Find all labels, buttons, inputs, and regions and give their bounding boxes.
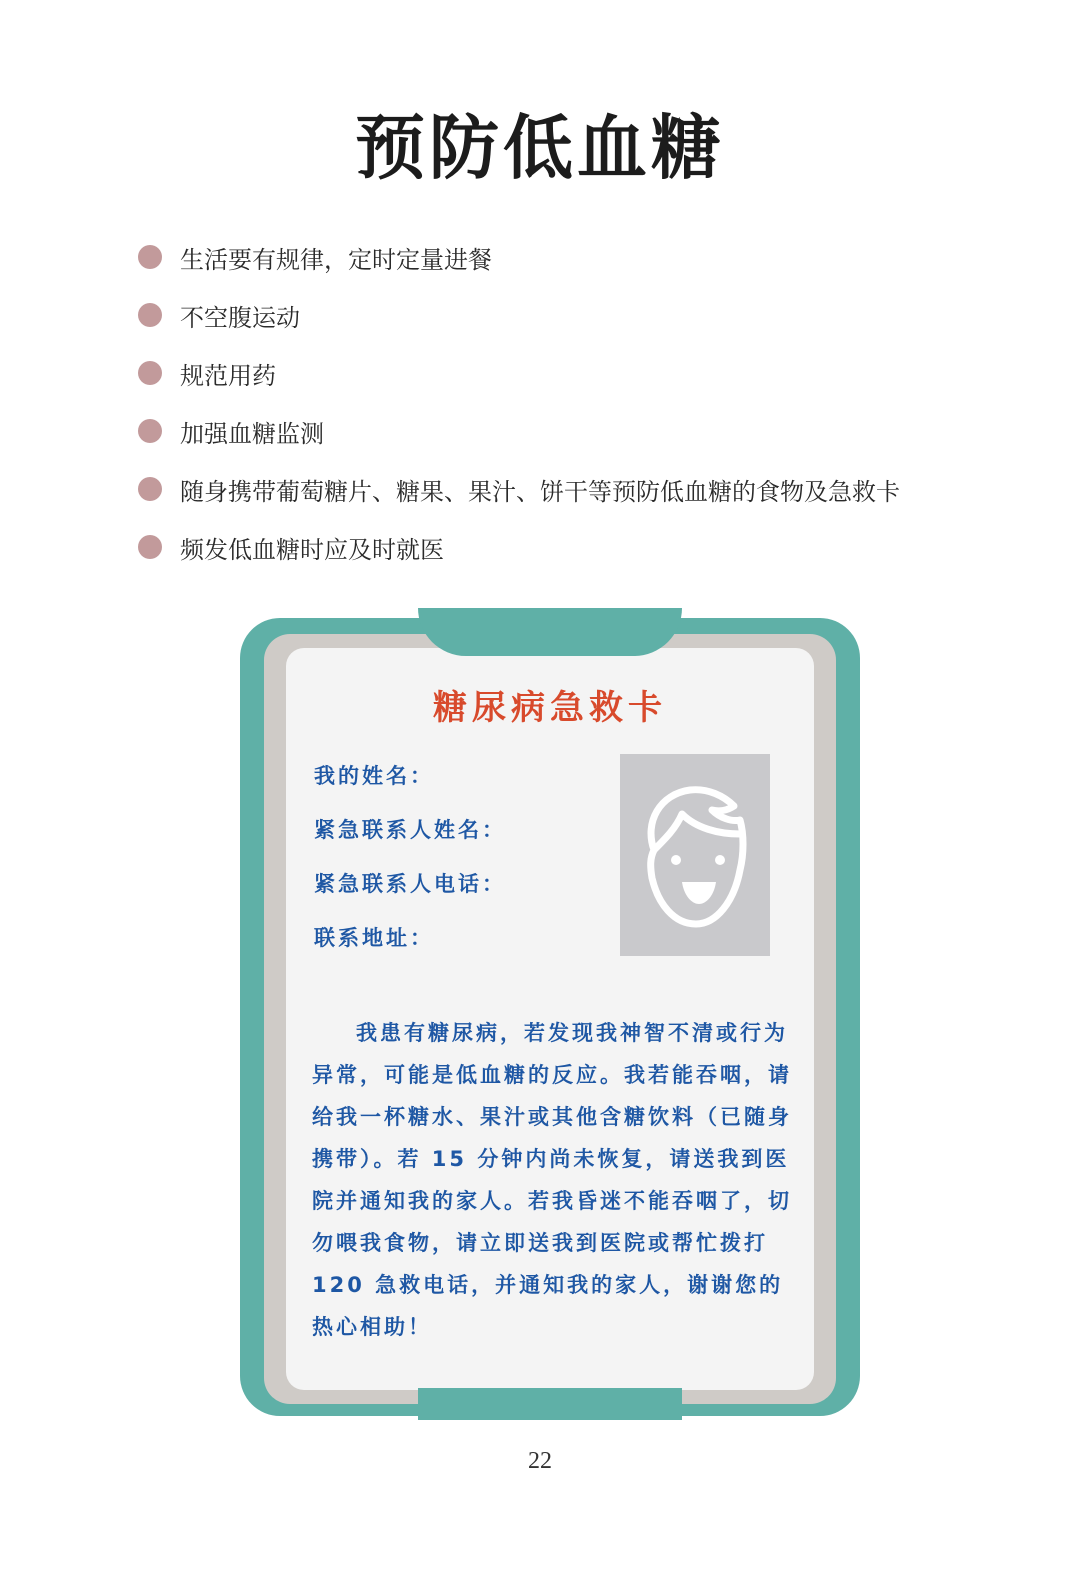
field-contact-phone: 紧急联系人电话： <box>314 872 506 896</box>
list-item <box>138 460 998 518</box>
card-title: 糖尿病急救卡 <box>433 688 667 728</box>
card-bottom-tab <box>418 1388 682 1420</box>
photo-placeholder <box>620 754 770 956</box>
page-title: 预防低血糖 <box>355 107 725 189</box>
tip-text: 加强血糖监测 <box>180 419 324 448</box>
bullet-dot-icon <box>138 245 162 269</box>
list-item <box>138 402 998 460</box>
page-number: 22 <box>528 1448 552 1474</box>
face-icon <box>620 754 770 956</box>
emergency-card <box>240 608 860 1420</box>
list-item <box>138 518 998 576</box>
card-top-tab <box>418 608 682 656</box>
tip-text: 规范用药 <box>180 361 276 390</box>
tip-text: 生活要有规律，定时定量进餐 <box>180 245 492 274</box>
bullet-dot-icon <box>138 303 162 327</box>
bullet-dot-icon <box>138 477 162 501</box>
tip-text: 不空腹运动 <box>180 303 300 332</box>
bullet-dot-icon <box>138 419 162 443</box>
tip-text: 频发低血糖时应及时就医 <box>180 535 444 564</box>
field-contact-name: 紧急联系人姓名： <box>314 818 506 842</box>
list-item <box>138 286 998 344</box>
list-item <box>138 228 998 286</box>
card-message: 我患有糖尿病，若发现我神智不清或行为异常，可能是低血糖的反应。我若能吞咽，请给我一杯糖水、果汁或其他含糖饮料（已随身携带）。若 15 分钟内尚未恢复，请送我到医院并通知我的家人。若我昏迷不能吞咽了，切勿喂我食物，请立即送我到医院或帮忙拨打 120 急救电话，并通知我的家人，谢谢您的热心相助！ <box>312 1021 792 1339</box>
bullet-dot-icon <box>138 535 162 559</box>
field-address: 联系地址： <box>314 926 434 950</box>
tip-text: 随身携带葡萄糖片、糖果、果汁、饼干等预防低血糖的食物及急救卡 <box>180 477 900 506</box>
bullet-dot-icon <box>138 361 162 385</box>
field-my-name: 我的姓名： <box>314 764 434 788</box>
card-fields <box>314 758 506 974</box>
list-item <box>138 344 998 402</box>
tips-list <box>138 228 998 576</box>
